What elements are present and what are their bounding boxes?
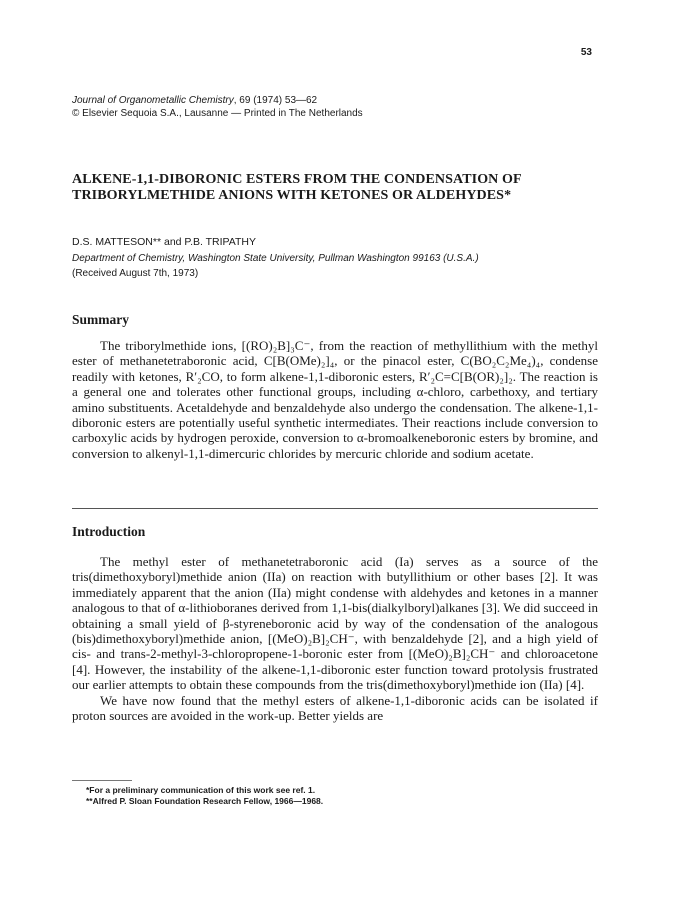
introduction-heading: Introduction: [72, 524, 146, 539]
journal-citation: [72, 94, 612, 120]
authors: D.S. MATTESON** and P.B. TRIPATHY: [72, 236, 256, 248]
footnote-1: *For a preliminary communication of this work see ref. 1.: [86, 785, 316, 795]
summary-heading: Summary: [72, 312, 129, 327]
received-date: (Received August 7th, 1973): [72, 268, 199, 279]
copyright-line: © Elsevier Sequoia S.A., Lausanne — Printed in The Netherlands: [72, 108, 363, 119]
article-title: ALKENE-1,1-DIBORONIC ESTERS FROM THE CONDENSATION OF TRIBORYLMETHIDE ANIONS WITH KETONES OR ALDEHYDES*: [72, 172, 522, 203]
journal-volume: , 69 (1974) 53—62: [233, 95, 318, 106]
journal-citation-line: [72, 94, 612, 107]
journal-name: Journal of Organometallic Chemistry: [72, 95, 234, 106]
section-divider: [72, 508, 598, 509]
page-number: 53: [580, 47, 592, 58]
footnote-divider: [72, 780, 132, 781]
footnote-2: **Alfred P. Sloan Foundation Research Fellow, 1966—1968.: [86, 796, 324, 806]
affiliation: Department of Chemistry, Washington State University, Pullman Washington 99163 (U.S.A.): [72, 253, 479, 264]
introduction-paragraph-2: We have now found that the methyl esters of alkene-1,1-diboronic acids can be isolated if proton sources are avoided in the work-up. Better yields are: [72, 692, 598, 724]
summary-abstract: [72, 338, 598, 461]
footnotes: [86, 785, 586, 807]
introduction-body: [72, 554, 598, 723]
introduction-paragraph-1: The methyl ester of methanetetraboronic acid (Ia) serves as a source of the tris(dimethoxyboryl)methide anion (IIa) on reaction with butyllithium or other bases [2]. It was immediately apparent that the anion (IIa) might condense with aldehydes and ketones in a manner analogous to that of α-lithioboranes derived from 1,1-bis(dialkylboryl)alkanes [3]. We did succeed in obtaining a small yield of β-styreneboronic acid by way of the condensation of the analogous (bis)dimethoxyboryl)methide anion, [(MeO)₂B]₂CH⁻, with benzaldehyde [2], and a high yield of cis- and trans-2-methyl-3-chloropropene-1-boronic ester from [(MeO)₂B]₂CH⁻ and chloroacetone [4]. However, the instability of the alkene-1,1-diboronic ester function toward protolysis frustrated our earlier attempts to obtain these compounds from the tris(dimethoxyboryl)methide ion (IIa) [4].: [72, 554, 598, 693]
summary-paragraph: The triborylmethide ions, [(RO)₂B]₃C⁻, from the reaction of methyllithium with the methyl ester of methanetetraboronic acid, C[B(OMe)₂]₄, or the pinacol ester, C(BO₂C₂Me₄)₄, condense readily with ketones, R′₂CO, to form alkene-1,1-diboronic esters, R′₂C=C[B(OR)₂]₂. The reaction is a general one and tolerates other functional groups, including α-chloro, carbethoxy, and tertiary amino substituents. Acetaldehyde and benzaldehyde also undergo the condensation. The alkene-1,1-diboronic esters are potentially useful synthetic intermediates. Their reactions include conversion to carboxylic acids by hydrogen peroxide, conversion to α-bromoalkeneboronic esters by bromine, and conversion to alkenyl-1,1-dimercuric chlorides by mercuric chloride and sodium acetate.: [72, 338, 598, 461]
